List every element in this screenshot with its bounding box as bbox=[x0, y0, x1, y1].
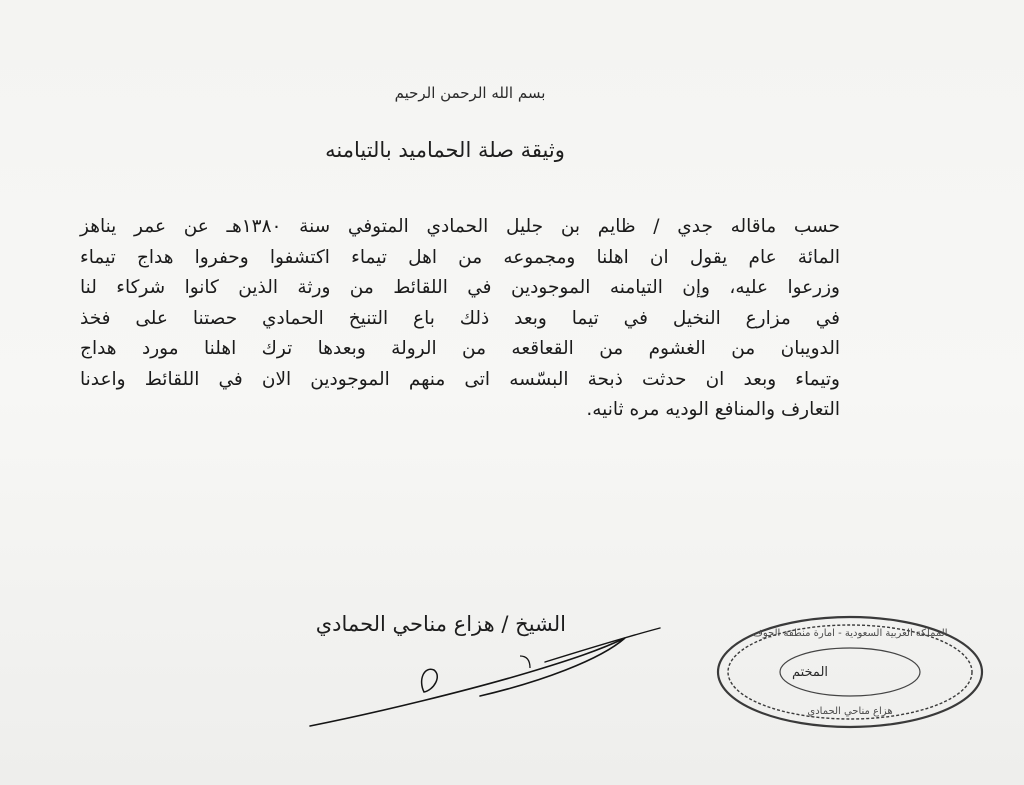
body-line: الدويبان من الغشوم من القعاقعه من الرولة وبعدها ترك اهلنا مورد هداج bbox=[80, 338, 840, 359]
body-line: وتيماء وبعد ان حدثت ذبحة البسّسه اتى منهم الموجودين الان في اللقائط واعدنا bbox=[80, 368, 840, 390]
body-line: وزرعوا عليه، وإن التيامنه الموجودين في اللقائط من ورثة الذين كانوا شركاء لنا bbox=[80, 277, 840, 298]
basmala: بسم الله الرحمن الرحيم bbox=[394, 84, 546, 102]
body-line: في مزارع النخيل في تيما وبعد ذلك باع التنيخ الحمادي حصتنا على فخذ bbox=[80, 307, 840, 329]
document-title: وثيقة صلة الحماميد بالتيامنه bbox=[325, 138, 565, 162]
official-seal bbox=[710, 610, 1000, 735]
svg-text:المملكة العربية السعودية - اما: المملكة العربية السعودية - امارة منطقة الجوف bbox=[752, 628, 948, 639]
body-line: المائة عام يقول ان اهلنا ومجموعه من اهل تيماء اكتشفوا وحفروا هداج تيماء bbox=[80, 246, 840, 268]
body-line: التعارف والمنافع الوديه مره ثانيه. bbox=[586, 399, 840, 420]
signatory-name: الشيخ / هزاع مناحي الحمادي bbox=[315, 612, 566, 636]
svg-text:المختم: المختم bbox=[791, 665, 829, 680]
handwritten-signature bbox=[300, 620, 670, 740]
document-body bbox=[80, 212, 840, 426]
svg-text:هزاع مناحي الحمادي: هزاع مناحي الحمادي bbox=[807, 706, 893, 717]
body-line: حسب ماقاله جدي / ظايم بن جليل الحمادي المتوفي سنة ١٣٨٠هـ عن عمر يناهز bbox=[80, 216, 840, 237]
